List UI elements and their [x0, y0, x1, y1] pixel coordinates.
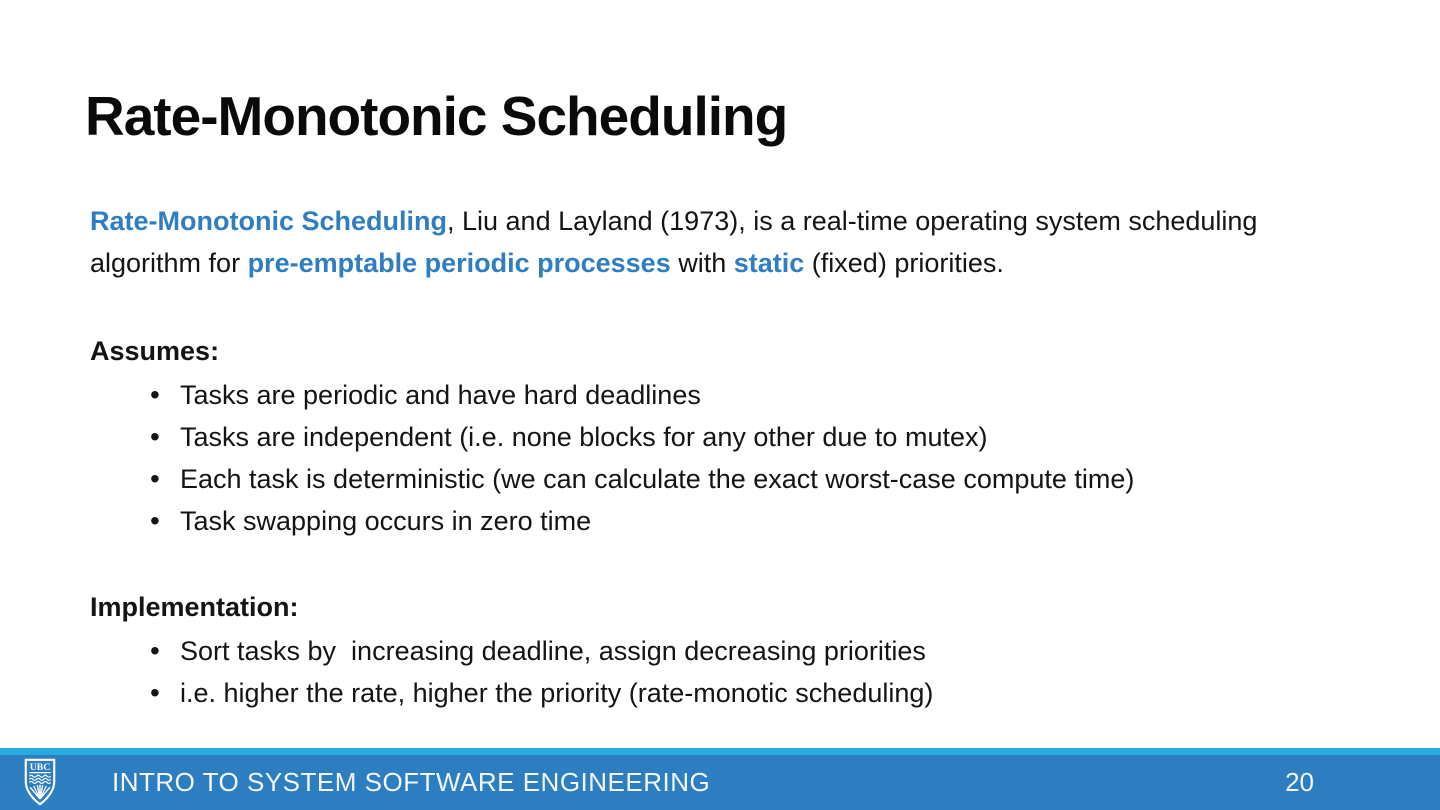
intro-highlight-preemptable: pre-emptable periodic processes: [247, 248, 671, 278]
ubc-logo-text: UBC: [29, 762, 51, 773]
assumes-section: [90, 330, 1365, 542]
list-item: • Each task is deterministic (we can calculate the exact worst-case compute time): [90, 458, 1365, 500]
intro-paragraph: [90, 200, 1365, 284]
assumes-heading: Assumes:: [90, 336, 220, 366]
assumes-list: [90, 374, 1365, 542]
implementation-section: [90, 586, 1365, 714]
list-item: • Tasks are independent (i.e. none blocks for any other due to mutex): [90, 416, 1365, 458]
slide-body: [90, 200, 1365, 714]
intro-text-3: (fixed) priorities.: [804, 248, 1004, 278]
list-item: • Task swapping occurs in zero time: [90, 500, 1365, 542]
implementation-heading: Implementation:: [90, 592, 299, 622]
list-item: • Sort tasks by increasing deadline, assign decreasing priorities: [90, 630, 1365, 672]
list-item: • Tasks are periodic and have hard deadlines: [90, 374, 1365, 416]
footer-page-number: 20: [1285, 767, 1314, 797]
implementation-list: [90, 630, 1365, 714]
slide-title: Rate-Monotonic Scheduling: [85, 85, 788, 147]
list-item: • i.e. higher the rate, higher the priority (rate-monotic scheduling): [90, 672, 1365, 714]
footer-course-title: INTRO TO SYSTEM SOFTWARE ENGINEERING: [112, 767, 711, 797]
intro-text-1: , Liu and Layland (1973), is a real-time operating system scheduling algorithm for: [90, 206, 1258, 278]
intro-highlight-static: static: [733, 248, 805, 278]
intro-text-2: with: [670, 248, 734, 278]
footer-accent-strip: [0, 748, 1440, 755]
ubc-logo-icon: [24, 757, 56, 807]
intro-highlight-rms: Rate-Monotonic Scheduling: [90, 206, 447, 236]
